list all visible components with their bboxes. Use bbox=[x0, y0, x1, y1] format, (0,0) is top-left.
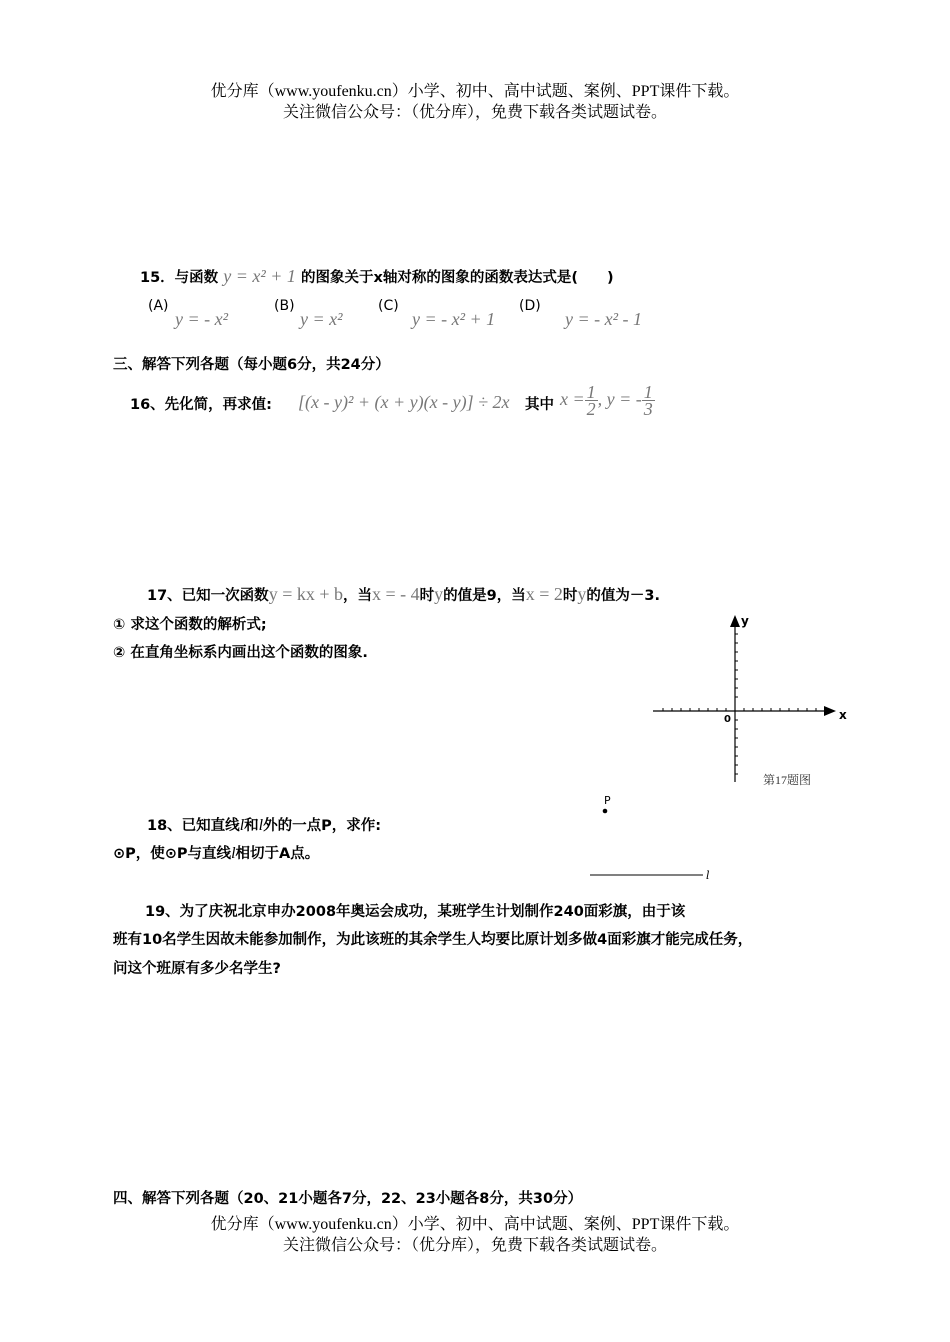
q17-part-2: ② 在直角坐标系内画出这个函数的图象. bbox=[113, 645, 368, 661]
point-p bbox=[603, 809, 608, 814]
q15-function: y = x² + 1 bbox=[223, 266, 296, 286]
q15-option-a-expr: y = - x² bbox=[175, 309, 229, 329]
q15-option-d-label: (D) bbox=[519, 298, 541, 314]
point-p-label: P bbox=[604, 794, 611, 807]
q19-line-1: 19、为了庆祝北京申办2008年奥运会成功，某班学生计划制作240面彩旗，由于该 bbox=[145, 904, 686, 920]
origin-label: 0 bbox=[724, 714, 731, 725]
x-axis-label: x bbox=[839, 708, 847, 722]
q16-condition: x = $\frac{1}{2}$ , y = - $\frac{1}{3}$ bbox=[560, 382, 653, 419]
q17-part-1: ① 求这个函数的解析式; bbox=[113, 617, 267, 633]
q18-stem: 18、已知直线l和l外的一点P，求作: bbox=[147, 817, 382, 834]
header-line-2: 关注微信公众号：（优分库），免费下载各类试题试卷。 bbox=[282, 104, 667, 121]
q16-x-fraction: $\frac{1}{2}$ bbox=[586, 382, 596, 419]
section-3-title: 三、解答下列各题（每小题6分，共24分） bbox=[113, 357, 390, 373]
q16-expression: [(x - y)² + (x + y)(x - y)] ÷ 2x bbox=[298, 392, 510, 412]
q15-option-d-expr: y = - x² - 1 bbox=[565, 309, 643, 329]
q19-line-2: 班有10名学生因故未能参加制作，为此该班的其余学生人均要比原计划多做4面彩旗才能完成任务， bbox=[113, 932, 753, 948]
y-axis-label: y bbox=[741, 614, 749, 628]
q16-stem: 16、先化简，再求值: bbox=[130, 397, 272, 413]
x-axis-arrow bbox=[824, 706, 836, 716]
footer-line-2: 关注微信公众号：（优分库），免费下载各类试题试卷。 bbox=[282, 1237, 667, 1254]
q17-figure-caption: 第17题图 bbox=[763, 773, 812, 787]
footer-line-1: 优分库（www.youfenku.cn）小学、初中、高中试题、案例、PPT课件下载。 bbox=[210, 1216, 740, 1233]
q17-stem: 17、已知一次函数y = kx + b，当x = - 4时y的值是9，当x = 2时y的值为－3. bbox=[147, 584, 661, 604]
coordinate-axes-figure bbox=[645, 610, 860, 790]
q16-where: 其中 bbox=[525, 397, 554, 413]
q15-option-c-label: (C) bbox=[378, 298, 399, 314]
line-l-label: l bbox=[706, 869, 710, 882]
q18-line-2: ⊙P，使⊙P与直线l相切于A点。 bbox=[113, 845, 320, 862]
q15-option-b-expr: y = x² bbox=[300, 309, 343, 329]
q15-option-c-expr: y = - x² + 1 bbox=[412, 309, 496, 329]
q15-option-b-label: (B) bbox=[274, 298, 295, 314]
header-line-1: 优分库（www.youfenku.cn）小学、初中、高中试题、案例、PPT课件下载。 bbox=[210, 83, 740, 100]
question-15: 15．与函数 y = x² + 1 的图象关于x轴对称的图象的函数表达式是( ) bbox=[140, 266, 614, 286]
q19-line-3: 问这个班原有多少名学生? bbox=[113, 961, 281, 977]
section-4-title: 四、解答下列各题（20、21小题各7分，22、23小题各8分，共30分） bbox=[113, 1191, 583, 1207]
y-axis-arrow bbox=[730, 615, 740, 627]
q18-figure bbox=[590, 794, 720, 884]
q16-y-fraction: $\frac{1}{3}$ bbox=[643, 382, 653, 419]
q15-option-a-label: (A) bbox=[148, 298, 169, 314]
